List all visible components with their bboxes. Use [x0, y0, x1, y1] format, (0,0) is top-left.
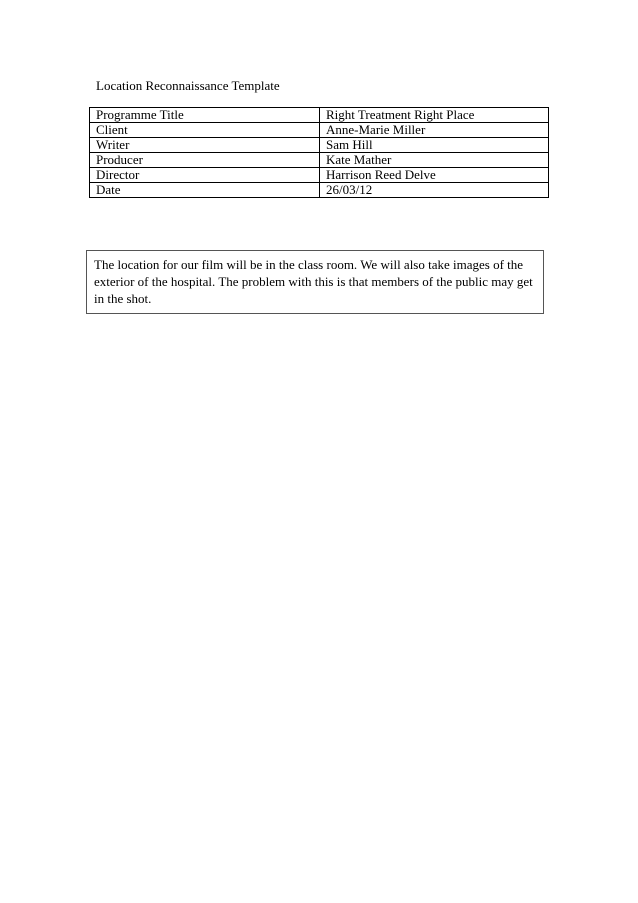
row-label: Date [90, 183, 320, 198]
row-value: Anne-Marie Miller [320, 123, 549, 138]
table-row-programme-title [90, 108, 549, 123]
info-table [89, 107, 549, 198]
row-value: Kate Mather [320, 153, 549, 168]
row-label: Writer [90, 138, 320, 153]
row-label: Director [90, 168, 320, 183]
row-label: Client [90, 123, 320, 138]
table-row-writer [90, 138, 549, 153]
document-title: Location Reconnaissance Template [96, 78, 280, 93]
location-notes-box [86, 250, 544, 314]
row-value: Right Treatment Right Place [320, 108, 549, 123]
table-row-date [90, 183, 549, 198]
table-row-director [90, 168, 549, 183]
location-notes-text: The location for our film will be in the class room. We will also take images of the exterior of the hospital. The problem with this is that members of the public may get in the shot. [94, 257, 533, 306]
table-row-client [90, 123, 549, 138]
row-value: Sam Hill [320, 138, 549, 153]
row-label: Producer [90, 153, 320, 168]
row-label: Programme Title [90, 108, 320, 123]
row-value: Harrison Reed Delve [320, 168, 549, 183]
row-value: 26/03/12 [320, 183, 549, 198]
table-row-producer [90, 153, 549, 168]
